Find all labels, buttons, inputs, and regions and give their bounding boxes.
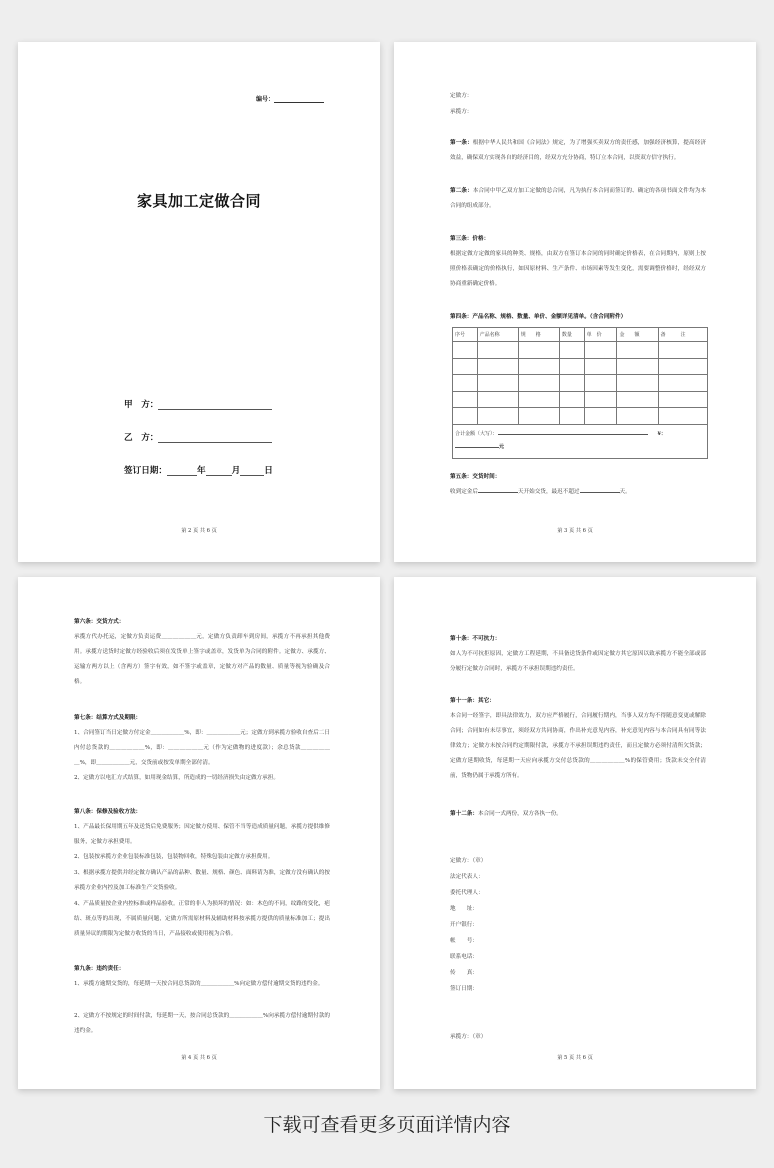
party-b-label: 乙 方： xyxy=(124,433,159,443)
article-7-title: 第七条：结算方式及期限： xyxy=(74,715,142,721)
sig-agent: 委托代理人： xyxy=(450,890,484,896)
contract-number-blank xyxy=(274,96,324,103)
page-articles-6-9 xyxy=(18,577,380,1089)
download-caption: 下载可查看更多页面详情内容 xyxy=(263,1114,511,1136)
article-11-title: 第十一条：其它： xyxy=(450,698,495,704)
year-blank xyxy=(167,466,197,476)
page-footer: 第 3 页 共 6 页 xyxy=(557,528,593,534)
total-yuan: 元 xyxy=(499,443,505,450)
page-cover xyxy=(18,42,380,562)
party-b-blank xyxy=(158,433,272,443)
day-blank xyxy=(240,466,264,476)
table-row xyxy=(453,342,708,359)
article-1 xyxy=(450,136,706,166)
total-blank xyxy=(498,428,648,435)
article-6-title: 第六条：交货方式： xyxy=(74,619,125,625)
sig-fax: 传 真： xyxy=(450,970,478,976)
page-footer: 第 2 页 共 6 页 xyxy=(181,528,217,534)
party-a-blank xyxy=(158,400,272,410)
table-header-cell: 备 注 xyxy=(658,328,707,342)
article-2-title: 第二条： xyxy=(450,188,473,194)
sig-address: 地 址： xyxy=(450,906,478,912)
party-b-line xyxy=(124,431,272,443)
table-header-row xyxy=(453,328,708,342)
contract-title: 家具加工定做合同 xyxy=(136,192,261,210)
contractor-label: 承揽方： xyxy=(450,109,473,115)
article-11-text: 本合同一经签字，即具法律效力，双方应严格履行，合同履行期内，当事人双方均不得随意变更或解除合同；合同如有未尽事宜，须经双方共同协商，作出补充意见内容，补充意见内容与本合同具有同等法律效力；定做方未按合同约定期限付款，承揽方不承担误期违约责任，而且定做方必须付清所欠货款；定做方延期收货，每延期一天应向承揽方交付总货款的＿＿＿＿＿＿%的保管费用；货款未交全付清前，货物仍属于承揽方所有。 xyxy=(450,713,706,779)
article-1-text: 根据中华人民共和国《合同法》规定，为了增强买卖双方的责任感，加强经济核算，提高经济效益，确保双方实现各自的经济目的，经双方充分协商，特订立本合同，以资双方信守执行。 xyxy=(450,140,706,161)
article-12-text: 本合同一式两份，双方各执一份。 xyxy=(477,811,562,817)
total-label: 合计金额（大写）： xyxy=(455,430,498,437)
article-8-item-3: 3、根据承揽方提供并经定做方确认产品的品种、数量、规格、颜色、面料请为准，定做方没有确认的按承揽方企业内控及加工标准生产交货验收。 xyxy=(74,870,330,891)
page-articles-10-12 xyxy=(394,577,756,1089)
article-1-title: 第一条： xyxy=(450,140,473,146)
month-label: 月 xyxy=(231,466,241,476)
days-blank xyxy=(478,486,518,493)
table-header-cell: 规 格 xyxy=(518,328,559,342)
total-amount-blank xyxy=(455,441,499,448)
article-10-text: 如人为不可抗拒原因，定做方工程延期，不具备送货条件或因定做方其它原因以致承揽方不能全部或部分履行定做方合同时，承揽方不承担误期违约责任。 xyxy=(450,651,706,672)
party-a-label: 甲 方： xyxy=(124,400,159,410)
article-7-item-1: 1、合同签订当日定做方付定金＿＿＿＿＿＿%，即：＿＿＿＿＿＿元；定做方到承揽方验收自查后二日内付总货款的＿＿＿＿＿＿%，即：＿＿＿＿＿＿元（作为定做物的进度款）；余总货款＿＿＿＿＿＿%，即＿＿＿＿＿＿元，交货前或按发单期全部付清。 xyxy=(74,730,330,766)
article-9-item-1: 1、承揽方逾期交货的，每延期一天按合同总货款的＿＿＿＿＿＿%向定做方偿付逾期交货的违约金。 xyxy=(74,981,324,987)
party-a-line xyxy=(124,398,272,410)
month-blank xyxy=(206,466,232,476)
sig-legal-rep: 法定代表人： xyxy=(450,874,484,880)
table-row xyxy=(453,391,708,408)
table-total-row xyxy=(453,424,708,458)
sig-orderer: 定做方：（章） xyxy=(450,858,487,864)
article-8-title: 第八条：保修及验收方法： xyxy=(74,809,142,815)
total-yen: ¥： xyxy=(657,430,666,437)
article-9-title: 第九条：违约责任： xyxy=(74,966,125,972)
contract-number-label: 编号： xyxy=(255,96,274,103)
article-12-title: 第十二条： xyxy=(450,811,478,817)
page-footer: 第 5 页 共 6 页 xyxy=(557,1055,593,1061)
article-5-pre: 收到定金后 xyxy=(450,489,478,495)
table-row xyxy=(453,375,708,392)
table-header-cell: 金 额 xyxy=(617,328,658,342)
sig-date: 签订日期： xyxy=(450,986,478,992)
page-footer: 第 4 页 共 6 页 xyxy=(181,1055,217,1061)
sig-phone: 联系电话： xyxy=(450,954,478,960)
article-8-item-4: 4、产品质量按企业内控标准或样品验收。正常的非人为损坏的情况：如：木色的不同，纹路的变化，疤结、斑点等的出现，不属质量问题，定做方所需原材料及辅助材料按承揽方提供的质量标准加工；提出质量异议的期限为定做方收货的当日，产品接收或使用视为合格。 xyxy=(74,901,330,937)
article-2 xyxy=(450,184,706,214)
items-table xyxy=(452,327,708,459)
article-8-item-1: 1、产品最长保用期五年及送货后免费服务；因定做方使用、保管不当等造成质量问题，承揽方提供维修服务，定做方承担费用。 xyxy=(74,824,330,845)
sig-contractor: 承揽方：（章） xyxy=(450,1034,487,1040)
orderer-label: 定做方： xyxy=(450,93,473,99)
deadline-blank xyxy=(580,486,620,493)
sign-date-line xyxy=(124,464,273,476)
table-header-cell: 单 价 xyxy=(584,328,617,342)
article-3-title: 第三条：价格： xyxy=(450,236,490,242)
table-header-cell: 产品名称 xyxy=(477,328,518,342)
table-header-cell: 数量 xyxy=(559,328,584,342)
article-6-text: 承揽方代办托运，定做方负责运费＿＿＿＿＿＿元，定做方负责卸车到房间，承揽方不再承担其他费用。承揽方送货时定做方经验收后须在发货单上签字或盖章，发货单为合同的附件。定做方、承揽方、运输方两方以上（含两方）签字有效，如不签字或盖章，定做方对产品的数量、质量等视为验确及合格。 xyxy=(74,634,330,685)
table-row xyxy=(453,408,708,425)
article-3-text: 根据定做方定做的家具的种类、规格，由双方在签订本合同的同时确定价格表，在合同期内，原则上按照价格表确定的价格执行，如因原材料、生产条件、市场因素等发生变化，需要调整价格时，经经双方协商重新确定价格。 xyxy=(450,251,706,287)
article-7-item-2: 2、定做方以电汇方式结算，如用现金结算，所造成的一切经济损失由定做方承担。 xyxy=(74,775,279,781)
sign-date-label: 签订日期： xyxy=(124,466,167,476)
table-row xyxy=(453,358,708,375)
article-8-item-2: 2、包装按承揽方企业包装标准包装，包装物回收，特殊包装由定做方承担费用。 xyxy=(74,854,274,860)
table-header-cell: 序号 xyxy=(453,328,478,342)
article-5-title: 第五条：交货时间： xyxy=(450,474,501,480)
article-9-item-2: 2、定做方不按规定的时间付款，每延期一天，按合同总货款的＿＿＿＿＿＿%向承揽方偿付逾期付款的违约金。 xyxy=(74,1013,330,1034)
article-5-end: 天。 xyxy=(619,489,631,495)
sig-account: 帐 号： xyxy=(450,938,478,944)
article-12 xyxy=(450,807,706,822)
article-10-title: 第十条：不可抗力： xyxy=(450,636,501,642)
article-2-text: 本合同中甲乙双方加工定做的总合同，凡为执行本合同而签订的、确定的各项书面文件均为本合同的组成部分。 xyxy=(450,188,706,209)
article-5-mid: 天开始交货，最迟不超过 xyxy=(517,489,580,495)
year-label: 年 xyxy=(196,466,206,476)
contract-number xyxy=(256,94,324,103)
article-4-title: 第四条：产品名称、规格、数量、单价、金额详见清单。（含合同附件） xyxy=(450,314,627,320)
day-label: 日 xyxy=(264,466,273,476)
sig-bank: 开户银行： xyxy=(450,922,478,928)
article-5-text xyxy=(450,485,706,500)
page-articles-1-5 xyxy=(394,42,756,562)
